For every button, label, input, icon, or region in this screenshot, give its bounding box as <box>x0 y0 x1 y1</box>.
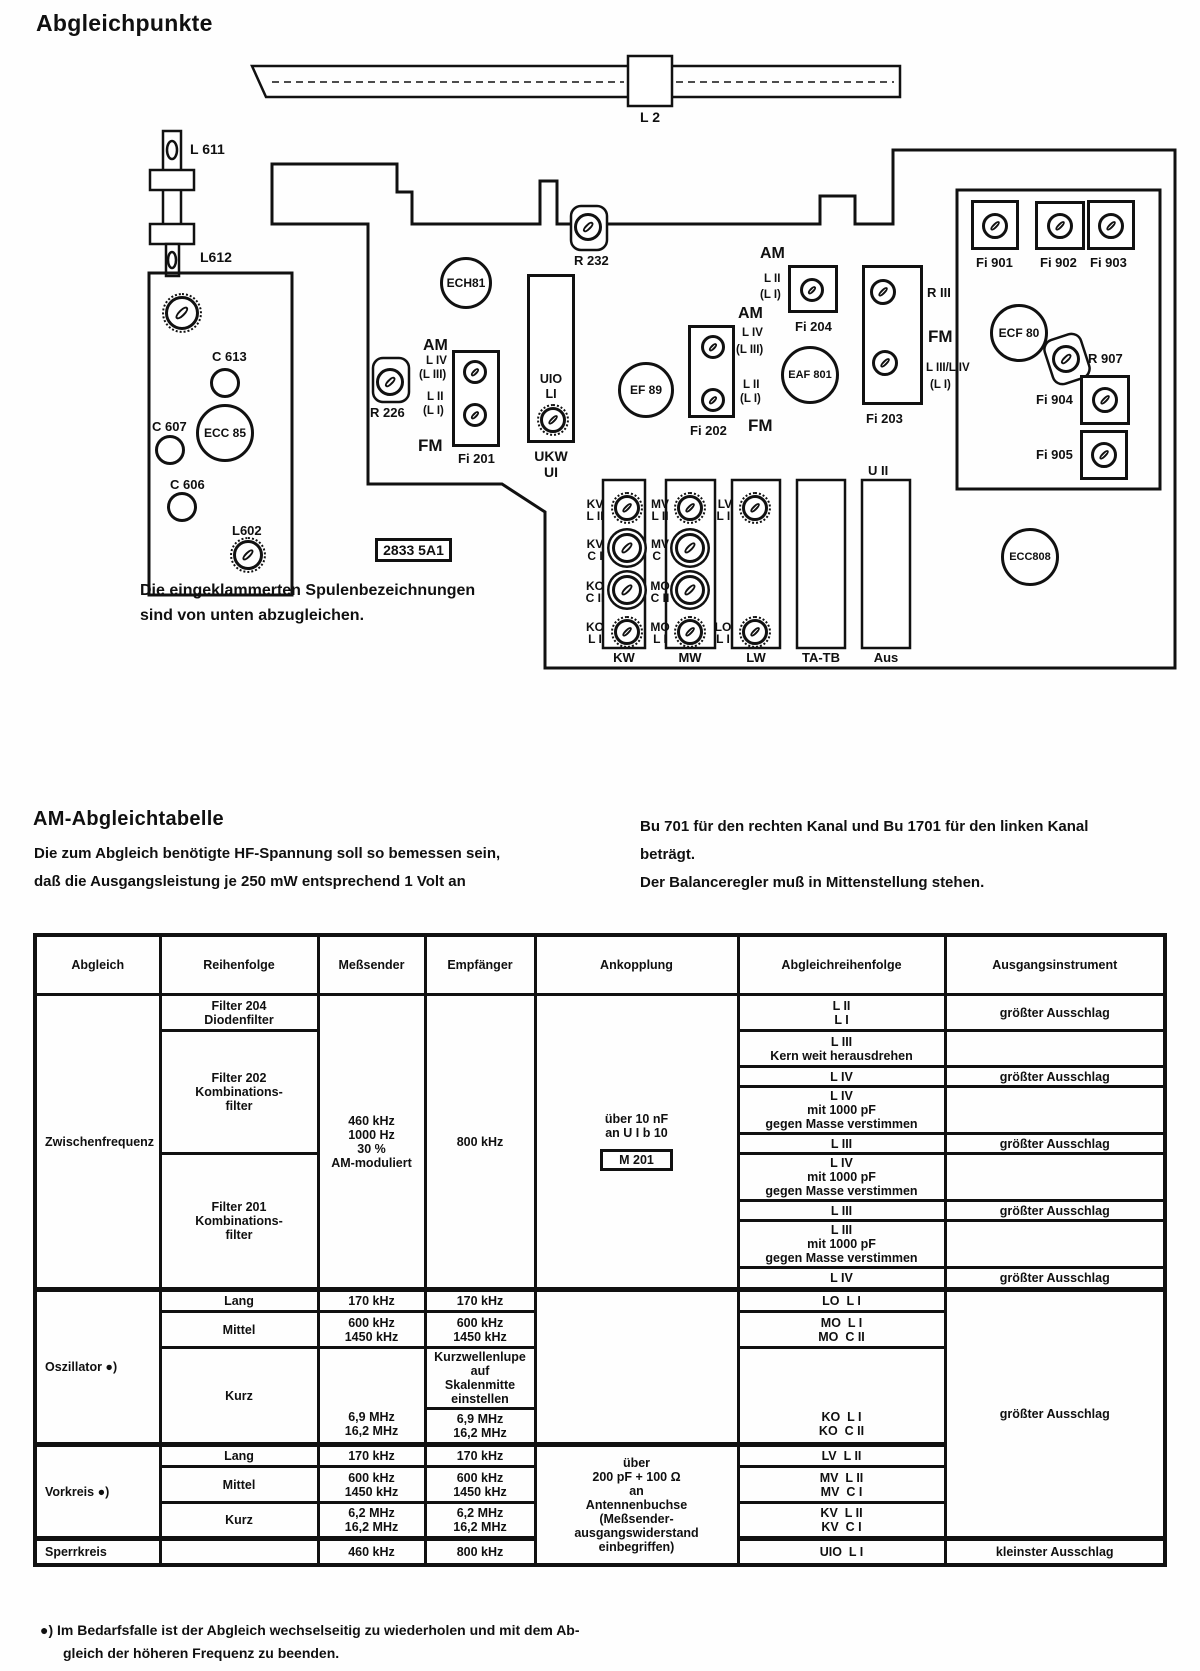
th-ankopplung: Ankopplung <box>535 935 738 995</box>
label-u2: U II <box>868 463 889 478</box>
cell-osz-kurz: Kurz <box>160 1348 318 1445</box>
screw-ko-li <box>614 619 640 645</box>
cell-vk-kurz: Kurz <box>160 1503 318 1539</box>
label-lv-lii: LV L II <box>716 497 734 523</box>
screw-fi203-top <box>870 279 896 305</box>
trimmer-c613 <box>210 368 240 398</box>
label-band-tatb: TA-TB <box>801 650 841 665</box>
label-fi202: Fi 202 <box>690 423 727 438</box>
screw-fi904 <box>1092 387 1118 413</box>
screw-fi202-bottom <box>701 388 725 412</box>
cell-osz-mittel-folge: MO L I MO C II <box>738 1312 945 1348</box>
label-fi202-fm: FM <box>748 416 773 435</box>
screw-fi201-top <box>463 360 487 384</box>
screw-fi903 <box>1098 213 1124 239</box>
cell-vk-kurz-folge: KV L II KV C I <box>738 1503 945 1539</box>
cell-osz-kurz-mess: 6,9 MHz 16,2 MHz <box>318 1348 425 1445</box>
screw-r907 <box>1052 345 1080 373</box>
cell-vk-kurz-mess: 6,2 MHz 16,2 MHz <box>318 1503 425 1539</box>
th-reihenfolge: Reihenfolge <box>160 935 318 995</box>
keyboard-column-aus <box>862 480 910 648</box>
label-l602: L602 <box>232 523 262 538</box>
label-band-aus: Aus <box>873 650 899 665</box>
diagram-caption-line2: sind von unten abzugleichen. <box>140 607 365 624</box>
screw-l602 <box>233 540 263 570</box>
screw-r232 <box>574 213 602 241</box>
label-lo-li: LO L I <box>714 620 732 646</box>
cell-zf-step9-folge: L IV <box>738 1268 945 1290</box>
cell-zf-filter202: Filter 202 Kombinations- filter <box>160 1031 318 1154</box>
page-title: Abgleichpunkte <box>36 10 213 36</box>
cell-vk-sk-ankopplung: über 200 pF + 100 Ω an Antennenbuchse (Meßsender- ausgangswiderstand einbegriffen) <box>535 1445 738 1565</box>
screw-panel-top <box>165 296 199 330</box>
label-fi903: Fi 903 <box>1090 255 1127 270</box>
cell-zf-ankopplung: über 10 nF an U I b 10 M 201 <box>535 995 738 1290</box>
cell-vk-mittel-mess: 600 kHz 1450 kHz <box>318 1467 425 1503</box>
cell-zf-step5-folge: L III <box>738 1134 945 1154</box>
cell-sk-mess: 460 kHz <box>318 1539 425 1565</box>
label-fi905: Fi 905 <box>1036 447 1073 462</box>
trimmer-c606 <box>167 492 197 522</box>
cell-osz-lang-mess: 170 kHz <box>318 1290 425 1312</box>
label-fi203-liiiliv: L III/L IV <box>926 362 970 374</box>
label-fi202-liv: L IV <box>742 327 763 339</box>
screw-fi204 <box>800 278 824 302</box>
screw-fi202-top <box>701 335 725 359</box>
footnote-line1: ●) Im Bedarfsfalle ist der Abgleich wechselseitig zu wiederholen und mit dem Ab- <box>40 1622 580 1638</box>
cell-sk-empf: 800 kHz <box>425 1539 535 1565</box>
screw-mv-ci <box>675 533 705 563</box>
cell-osz-mittel: Mittel <box>160 1312 318 1348</box>
intro-right-line2: beträgt. <box>640 846 696 863</box>
th-messsender: Meßsender <box>318 935 425 995</box>
label-fi202-am: AM <box>738 305 763 322</box>
section-title: AM-Abgleichtabelle <box>33 808 224 830</box>
m201-meter-box: M 201 <box>600 1149 673 1171</box>
label-band-kw: KW <box>613 650 635 665</box>
label-fi202-liii: (L III) <box>736 344 764 356</box>
th-ausgangsinstrument: Ausgangsinstrument <box>945 935 1165 995</box>
cell-vk-lang-mess: 170 kHz <box>318 1445 425 1467</box>
tube-ecc85: ECC 85 <box>196 404 254 462</box>
board-id-plate: 2833 5A1 <box>375 538 452 562</box>
cell-zf-empfaenger: 800 kHz <box>425 995 535 1290</box>
label-fi904: Fi 904 <box>1036 392 1073 407</box>
label-fi204-am: AM <box>760 245 785 262</box>
cell-zf-step1-out: größter Ausschlag <box>945 995 1165 1031</box>
table-row <box>35 995 1165 1031</box>
trimmer-c607 <box>155 435 185 465</box>
cell-sk-out: kleinster Ausschlag <box>945 1539 1165 1565</box>
intro-left-line1: Die zum Abgleich benötigte HF-Spannung soll so bemessen sein, <box>34 845 501 862</box>
antenna-coil-block <box>628 56 672 106</box>
cell-vk-lang: Lang <box>160 1445 318 1467</box>
cell-vk-abgleich: Vorkreis ●) <box>35 1445 160 1539</box>
cell-osz-kurz-folge: KO L I KO C II <box>738 1348 945 1445</box>
screw-mo-li <box>677 619 703 645</box>
keyboard-column-tatb <box>797 480 845 648</box>
cell-zf-step2-folge: L III Kern weit herausdrehen <box>738 1031 945 1067</box>
label-r226: R 226 <box>370 405 405 420</box>
cell-vk-kurz-empf: 6,2 MHz 16,2 MHz <box>425 1503 535 1539</box>
th-abgleich: Abgleich <box>35 935 160 995</box>
label-fi901: Fi 901 <box>976 255 1013 270</box>
label-fi201-fm: FM <box>418 436 443 455</box>
label-mv-lii: MV L II <box>651 497 669 523</box>
label-mo-cii: MO C II <box>650 579 670 605</box>
cell-zf-abgleich: Zwischenfrequenz <box>35 995 160 1290</box>
cell-zf-step3-folge: L IV <box>738 1067 945 1087</box>
screw-fi201-bottom <box>463 403 487 427</box>
screw-mv-lii <box>677 495 703 521</box>
cell-zf-step4-out <box>945 1087 1165 1134</box>
label-fi203: Fi 203 <box>866 411 903 426</box>
cell-zf-step8-out <box>945 1221 1165 1268</box>
cell-vk-mittel-folge: MV L II MV C I <box>738 1467 945 1503</box>
screw-fi901 <box>982 213 1008 239</box>
label-kv-lii: KV L II <box>586 497 604 523</box>
table-header-row <box>35 935 1165 995</box>
diagram-caption-line1: Die eingeklammerten Spulenbezeichnungen <box>140 582 476 599</box>
label-l611: L 611 <box>190 141 225 157</box>
cell-zf-step7-folge: L III <box>738 1201 945 1221</box>
label-fi201-am: AM <box>423 337 448 354</box>
label-fi201-li: (L I) <box>423 405 444 417</box>
screw-fi905 <box>1091 442 1117 468</box>
screw-kv-ci <box>612 533 642 563</box>
cell-osz-mittel-mess: 600 kHz 1450 kHz <box>318 1312 425 1348</box>
intro-right-line3: Der Balanceregler muß in Mittenstellung stehen. <box>640 874 985 891</box>
label-fi201-lii: L II <box>427 391 444 403</box>
th-empfaenger: Empfänger <box>425 935 535 995</box>
screw-kv-lii <box>614 495 640 521</box>
label-fi204: Fi 204 <box>795 319 832 334</box>
screw-lv-lii <box>742 495 768 521</box>
label-fi202-lii: L II <box>743 379 760 391</box>
cell-zf-step1-folge: L II L I <box>738 995 945 1031</box>
label-r907: R 907 <box>1088 351 1123 366</box>
cell-vk-lang-folge: LV L II <box>738 1445 945 1467</box>
label-ko-li: KO L I <box>586 620 604 646</box>
cell-zf-step7-out: größter Ausschlag <box>945 1201 1165 1221</box>
screw-lo-li <box>742 619 768 645</box>
cell-zf-step2-out <box>945 1031 1165 1067</box>
cell-osz-lang-empf: 170 kHz <box>425 1290 535 1312</box>
label-fi203-riii: R III <box>927 285 951 300</box>
intro-right-line1: Bu 701 für den rechten Kanal und Bu 1701 für den linken Kanal <box>640 818 1089 835</box>
label-fi203-fm: FM <box>928 327 953 346</box>
cell-zf-step6-out <box>945 1154 1165 1201</box>
cell-osz-vk-out: größter Ausschlag <box>945 1290 1165 1539</box>
screw-ukw <box>540 407 566 433</box>
cell-osz-lang: Lang <box>160 1290 318 1312</box>
am-alignment-table <box>33 933 1167 1567</box>
screw-fi902 <box>1047 213 1073 239</box>
label-c606: C 606 <box>170 477 205 492</box>
label-fi201-liv: L IV <box>426 355 447 367</box>
intro-left-line2: daß die Ausgangsleistung je 250 mW entsprechend 1 Volt an <box>34 873 466 890</box>
cell-zf-step5-out: größter Ausschlag <box>945 1134 1165 1154</box>
tube-ecc808: ECC808 <box>1001 528 1059 586</box>
screw-ko-cii <box>612 575 642 605</box>
cell-zf-filter204: Filter 204 Diodenfilter <box>160 995 318 1031</box>
footnote-line2: gleich der höheren Frequenz zu beenden. <box>63 1645 340 1661</box>
label-ukw-uio: UIO LI <box>539 372 563 401</box>
coil-l611-l612 <box>150 131 194 276</box>
cell-osz-ankopplung <box>535 1290 738 1445</box>
label-kv-ci: KV C I <box>586 537 604 563</box>
screw-r226 <box>376 368 404 396</box>
tube-ech81: ECH81 <box>440 257 492 309</box>
label-ukw-ui: UKW UI <box>534 448 568 480</box>
cell-osz-abgleich: Oszillator ●) <box>35 1290 160 1445</box>
label-fi201-liii: (L III) <box>419 369 447 381</box>
cell-zf-step8-folge: L III mit 1000 pF gegen Masse verstimmen <box>738 1221 945 1268</box>
th-abgleichreihenfolge: Abgleichreihenfolge <box>738 935 945 995</box>
label-fi201: Fi 201 <box>458 451 495 466</box>
cell-zf-step4-folge: L IV mit 1000 pF gegen Masse verstimmen <box>738 1087 945 1134</box>
cell-osz-kurz-empf-top: Kurzwellenlupe auf Skalenmitte einstellen <box>425 1348 535 1409</box>
cell-osz-mittel-empf: 600 kHz 1450 kHz <box>425 1312 535 1348</box>
label-fi204-lii: L II <box>764 273 781 285</box>
screw-mo-cii <box>675 575 705 605</box>
label-fi902: Fi 902 <box>1040 255 1077 270</box>
label-mo-li: MO L I <box>650 620 670 646</box>
screw-fi203-bottom <box>872 350 898 376</box>
cell-zf-filter201: Filter 201 Kombinations- filter <box>160 1154 318 1290</box>
cell-sk-reihenfolge <box>160 1539 318 1565</box>
cell-osz-kurz-empf-bot: 6,9 MHz 16,2 MHz <box>425 1409 535 1445</box>
cell-sk-abgleich: Sperrkreis <box>35 1539 160 1565</box>
label-band-lw: LW <box>746 650 766 665</box>
label-mv-ci: MV C I <box>651 537 669 563</box>
table-row <box>35 1290 1165 1312</box>
label-ko-cii: KO C II <box>585 579 605 605</box>
label-fi202-li: (L I) <box>740 393 761 405</box>
tube-eaf801: EAF 801 <box>781 346 839 404</box>
cell-osz-lang-folge: LO L I <box>738 1290 945 1312</box>
label-l2: L 2 <box>640 109 660 125</box>
label-c613: C 613 <box>212 349 247 364</box>
tube-ef89: EF 89 <box>618 362 674 418</box>
label-fi204-li: (L I) <box>760 289 781 301</box>
cell-vk-mittel-empf: 600 kHz 1450 kHz <box>425 1467 535 1503</box>
cell-zf-step9-out: größter Ausschlag <box>945 1268 1165 1290</box>
cell-zf-step3-out: größter Ausschlag <box>945 1067 1165 1087</box>
tube-ecf80: ECF 80 <box>990 304 1048 362</box>
cell-vk-lang-empf: 170 kHz <box>425 1445 535 1467</box>
label-l612: L612 <box>200 249 232 265</box>
cell-zf-messsender: 460 kHz 1000 Hz 30 % AM-moduliert <box>318 995 425 1290</box>
cell-vk-mittel: Mittel <box>160 1467 318 1503</box>
label-c607: C 607 <box>152 419 187 434</box>
label-band-mw: MW <box>678 650 702 665</box>
cell-sk-folge: UIO L I <box>738 1539 945 1565</box>
label-r232: R 232 <box>574 253 609 268</box>
label-fi203-li: (L I) <box>930 379 951 391</box>
cell-zf-step6-folge: L IV mit 1000 pF gegen Masse verstimmen <box>738 1154 945 1201</box>
